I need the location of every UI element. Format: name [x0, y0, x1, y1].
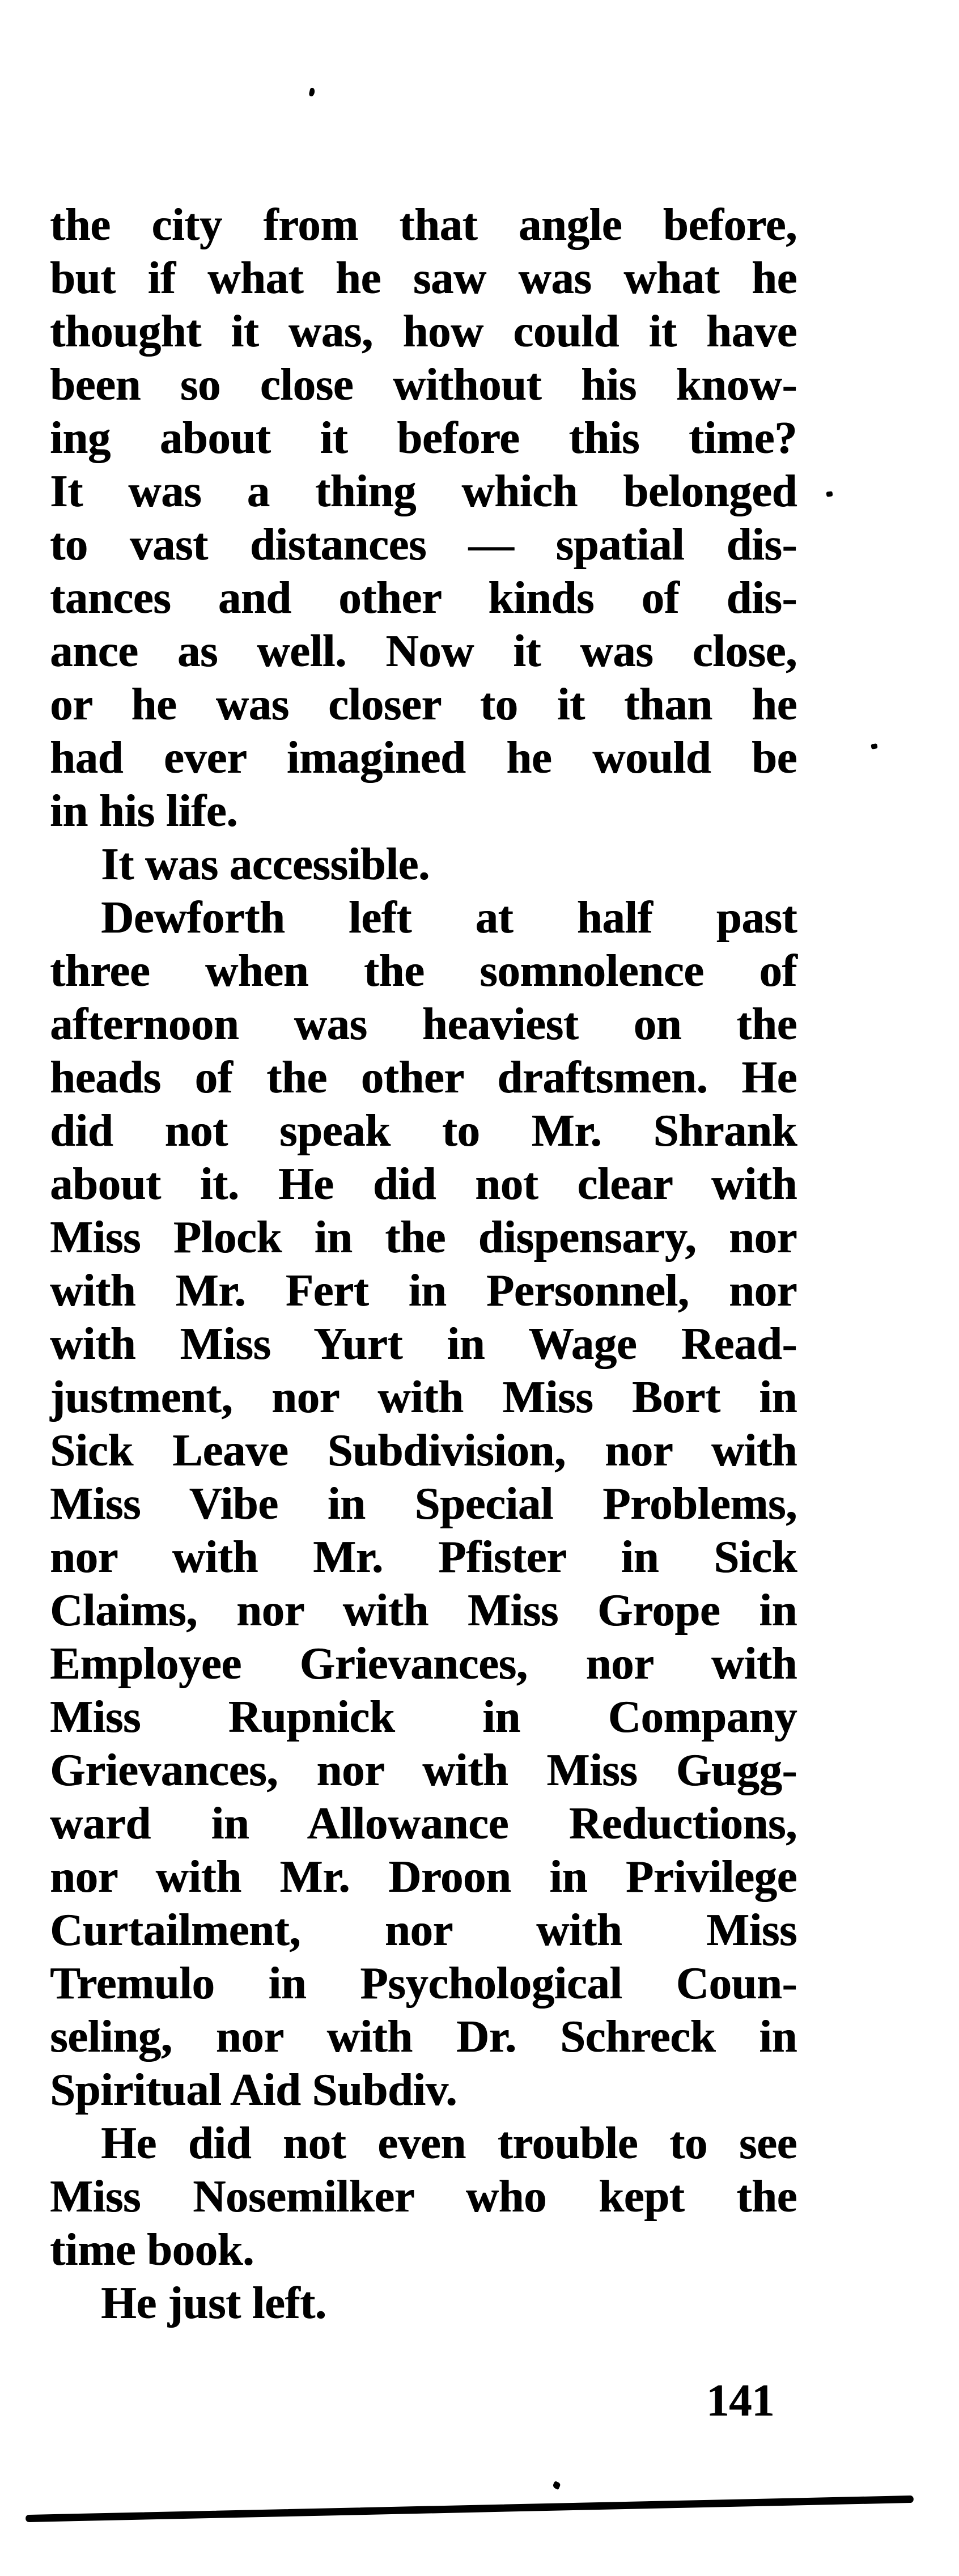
ink-speck-right-margin-2	[871, 743, 877, 749]
text-line: He did not even trouble to see	[101, 2119, 797, 2168]
text-line: It was accessible.	[101, 840, 430, 889]
text-line: It was a thing which belonged	[50, 467, 797, 516]
text-line: Curtailment, nor with Miss	[50, 1905, 797, 1955]
text-line: Miss Plock in the dispensary, nor	[50, 1213, 797, 1262]
text-line: in his life.	[50, 786, 238, 836]
text-line: with Mr. Fert in Personnel, nor	[50, 1266, 797, 1316]
text-line: ing about it before this time?	[50, 413, 797, 463]
text-line: ance as well. Now it was close,	[50, 626, 797, 676]
text-line: but if what he saw was what he	[50, 253, 797, 303]
text-line: heads of the other draftsmen. He	[50, 1053, 797, 1103]
text-line: nor with Mr. Droon in Privilege	[50, 1852, 797, 1902]
text-line: Dewforth left at half past	[101, 893, 797, 943]
text-line: to vast distances — spatial dis-	[50, 520, 797, 570]
text-line: had ever imagined he would be	[50, 733, 797, 783]
text-line: thought it was, how could it have	[50, 307, 797, 357]
text-line: Grievances, nor with Miss Gugg-	[50, 1745, 797, 1795]
text-line: tances and other kinds of dis-	[50, 573, 797, 623]
text-line: Spiritual Aid Subdiv.	[50, 2065, 457, 2115]
text-line: Tremulo in Psychological Coun-	[50, 1959, 797, 2009]
text-line: been so close without his know-	[50, 360, 797, 410]
text-line: ward in Allowance Reductions,	[50, 1799, 797, 1849]
text-line: Miss Vibe in Special Problems,	[50, 1479, 797, 1529]
text-line: afternoon was heaviest on the	[50, 999, 797, 1049]
ink-speck-bottom	[552, 2481, 561, 2490]
text-line: justment, nor with Miss Bort in	[50, 1372, 797, 1422]
text-line: did not speak to Mr. Shrank	[50, 1106, 797, 1156]
text-line: or he was closer to it than he	[50, 680, 797, 730]
text-line: seling, nor with Dr. Schreck in	[50, 2012, 797, 2062]
ink-speck-right-margin-1	[826, 491, 833, 497]
text-line: Miss Nosemilker who kept the	[50, 2172, 797, 2222]
text-line: time book.	[50, 2225, 254, 2275]
text-line: with Miss Yurt in Wage Read-	[50, 1319, 797, 1369]
scan-edge-bar	[26, 2496, 914, 2522]
text-line: Miss Rupnick in Company	[50, 1692, 797, 1742]
text-line: Employee Grievances, nor with	[50, 1639, 797, 1689]
text-line: nor with Mr. Pfister in Sick	[50, 1532, 797, 1582]
ink-speck-top	[308, 87, 315, 97]
text-line: Sick Leave Subdivision, nor with	[50, 1426, 797, 1476]
text-line: about it. He did not clear with	[50, 1159, 797, 1209]
text-line: He just left.	[101, 2278, 326, 2328]
page-number: 141	[706, 2376, 774, 2426]
text-line: Claims, nor with Miss Grope in	[50, 1586, 797, 1636]
text-line: three when the somnolence of	[50, 946, 797, 996]
body-text	[50, 198, 797, 2330]
text-line: the city from that angle before,	[50, 200, 797, 250]
